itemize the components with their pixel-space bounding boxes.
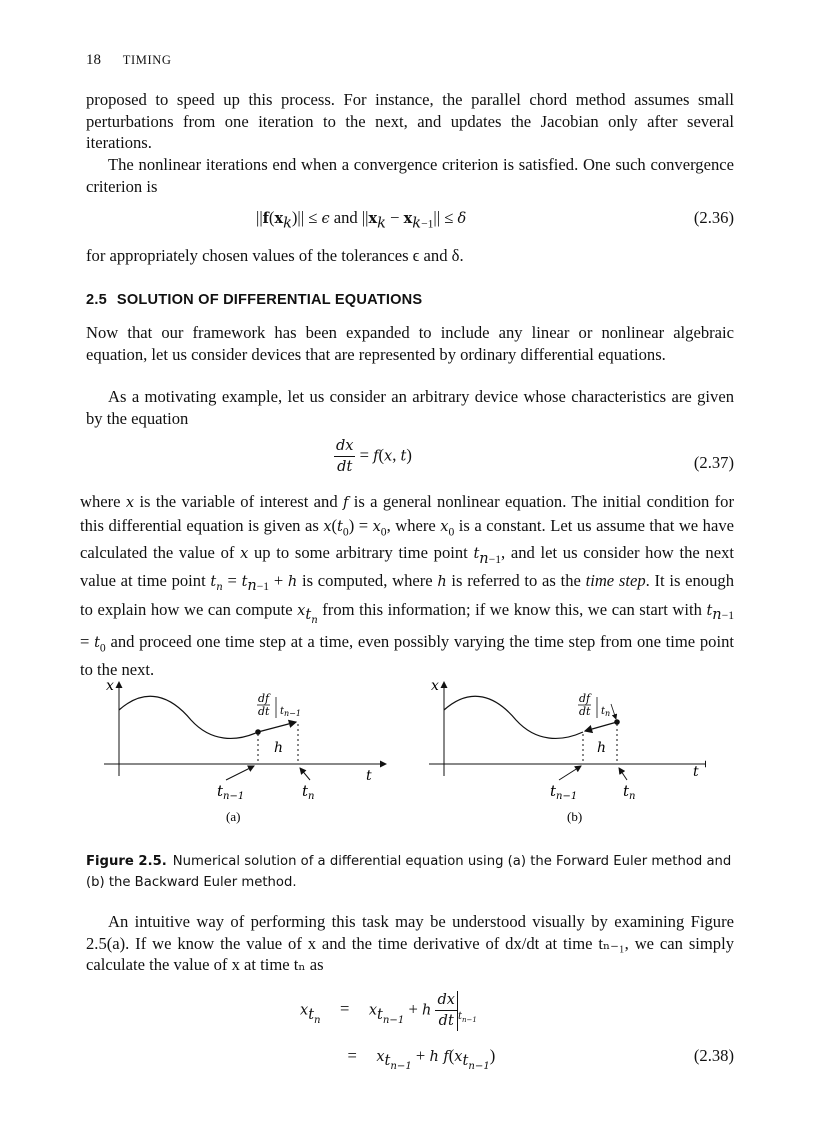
svg-text:tn: $t_n$ — [601, 706, 611, 718]
paragraph-1: proposed to speed up this process. For instance, the parallel chord method assumes small perturbations from one iteration to the next, and updates the Jacobian only after several iterations. — [86, 90, 734, 152]
equation-2-38-line-2: = $x_{t_{n-1}} + h$ $f(x_{t_{n-1}})$ — [347, 1046, 496, 1073]
panel-label-b: (b) — [567, 809, 583, 824]
equation-number-2-36: (2.36) — [693, 208, 734, 227]
equation-2-36: $||f(x_k)|| \le \epsilon$ and $||x_k - x_{k-1}|| \le \delta$ — [256, 208, 467, 232]
equation-number-2-37: (2.37) — [693, 453, 734, 472]
solution-curve-b — [444, 696, 583, 738]
paragraph-3: for appropriately chosen values of the tolerances ϵ and δ. — [86, 246, 464, 265]
axis-label-x-a: x — [106, 678, 114, 694]
paragraph-4: Now that our framework has been expanded to include any linear or nonlinear algebraic equation, let us consider devices that are represented by ordinary differential equations. — [86, 323, 734, 364]
figure-panel-a — [104, 678, 386, 824]
paragraph-6: where x is the variable of interest and f is a general nonlinear equation. The initial condition for this differential equation is given as $x(t_0) = x_0$, where $x_0$ is a constant. Let us assume that we have calculated the value of x up to some arbitrary time point $t_{n-1}$, and let us consider how the next value at time point $t_n = t_{n-1} + h$ is computed, where h is referred to as the time step. It is enough to explain how we can compute $x_{t_n}$ from this information; if we know this, we can start with $t_{n-1} = t_0$ and proceed one time step at a time, even possibly varying the time step from one time point to the next. — [80, 492, 735, 680]
paragraph-7: An intuitive way of performing this task may be understood visually by examining Figure 2.5(a). If we know the value of x and the time derivative of dx/dt at time tₙ₋₁, we can simply calculate the value of x at time tₙ as — [86, 912, 734, 974]
caption-label: Figure 2.5. — [86, 854, 167, 869]
figure-caption — [86, 851, 736, 893]
tangent-step-a — [258, 722, 296, 732]
svg-text:tn: $t_n$ — [623, 782, 636, 802]
svg-text:tn: $t_n$ — [302, 782, 315, 802]
axis-label-t-b: t — [693, 764, 699, 780]
section-title: SOLUTION OF DIFFERENTIAL EQUATIONS — [116, 292, 423, 308]
step-label-h-b: h — [597, 740, 607, 756]
svg-text:df: df — [258, 692, 270, 705]
running-title: TIMING — [122, 53, 172, 67]
solution-curve-a — [119, 696, 258, 738]
axis-label-x-b: x — [431, 678, 439, 694]
axis-label-t-a: t — [366, 768, 372, 784]
section-number: 2.5 — [86, 292, 107, 308]
tangent-step-b — [585, 722, 617, 731]
svg-text:tn−1: $t_{n-1}$ — [280, 706, 301, 718]
equation-2-37: $\frac{dx}{dt}$ = f(x, t) — [336, 438, 412, 475]
figure-2-5 — [86, 676, 706, 836]
paragraph-5: As a motivating example, let us consider an arbitrary device whose characteristics are given by the equation — [86, 387, 734, 428]
step-label-h-a: h — [274, 740, 284, 756]
page-number: 18 — [86, 52, 101, 68]
section-heading — [86, 292, 422, 308]
paragraph-2: The nonlinear iterations end when a convergence criterion is satisfied. One such convergence criterion is — [86, 155, 734, 196]
figure-panel-b — [429, 678, 706, 824]
running-head — [86, 52, 171, 69]
svg-text:df: df — [579, 692, 591, 705]
caption-text: Numerical solution of a differential equation using (a) the Forward Euler method and (b) the Backward Euler method. — [86, 854, 732, 890]
svg-text:tn−1: $t_{n-1}$ — [550, 782, 578, 802]
equation-number-2-38: (2.38) — [693, 1046, 734, 1065]
svg-text:dt: dt — [579, 705, 591, 718]
equation-2-38-line-1: $x_{t_n} = x_{t_{n-1}} + h$ $\frac{dx}{dt}$ $_{t_{n-1}}$ — [300, 992, 477, 1029]
svg-text:tn−1: $t_{n-1}$ — [217, 782, 245, 802]
svg-text:dt: dt — [258, 705, 270, 718]
panel-label-a: (a) — [226, 809, 241, 824]
